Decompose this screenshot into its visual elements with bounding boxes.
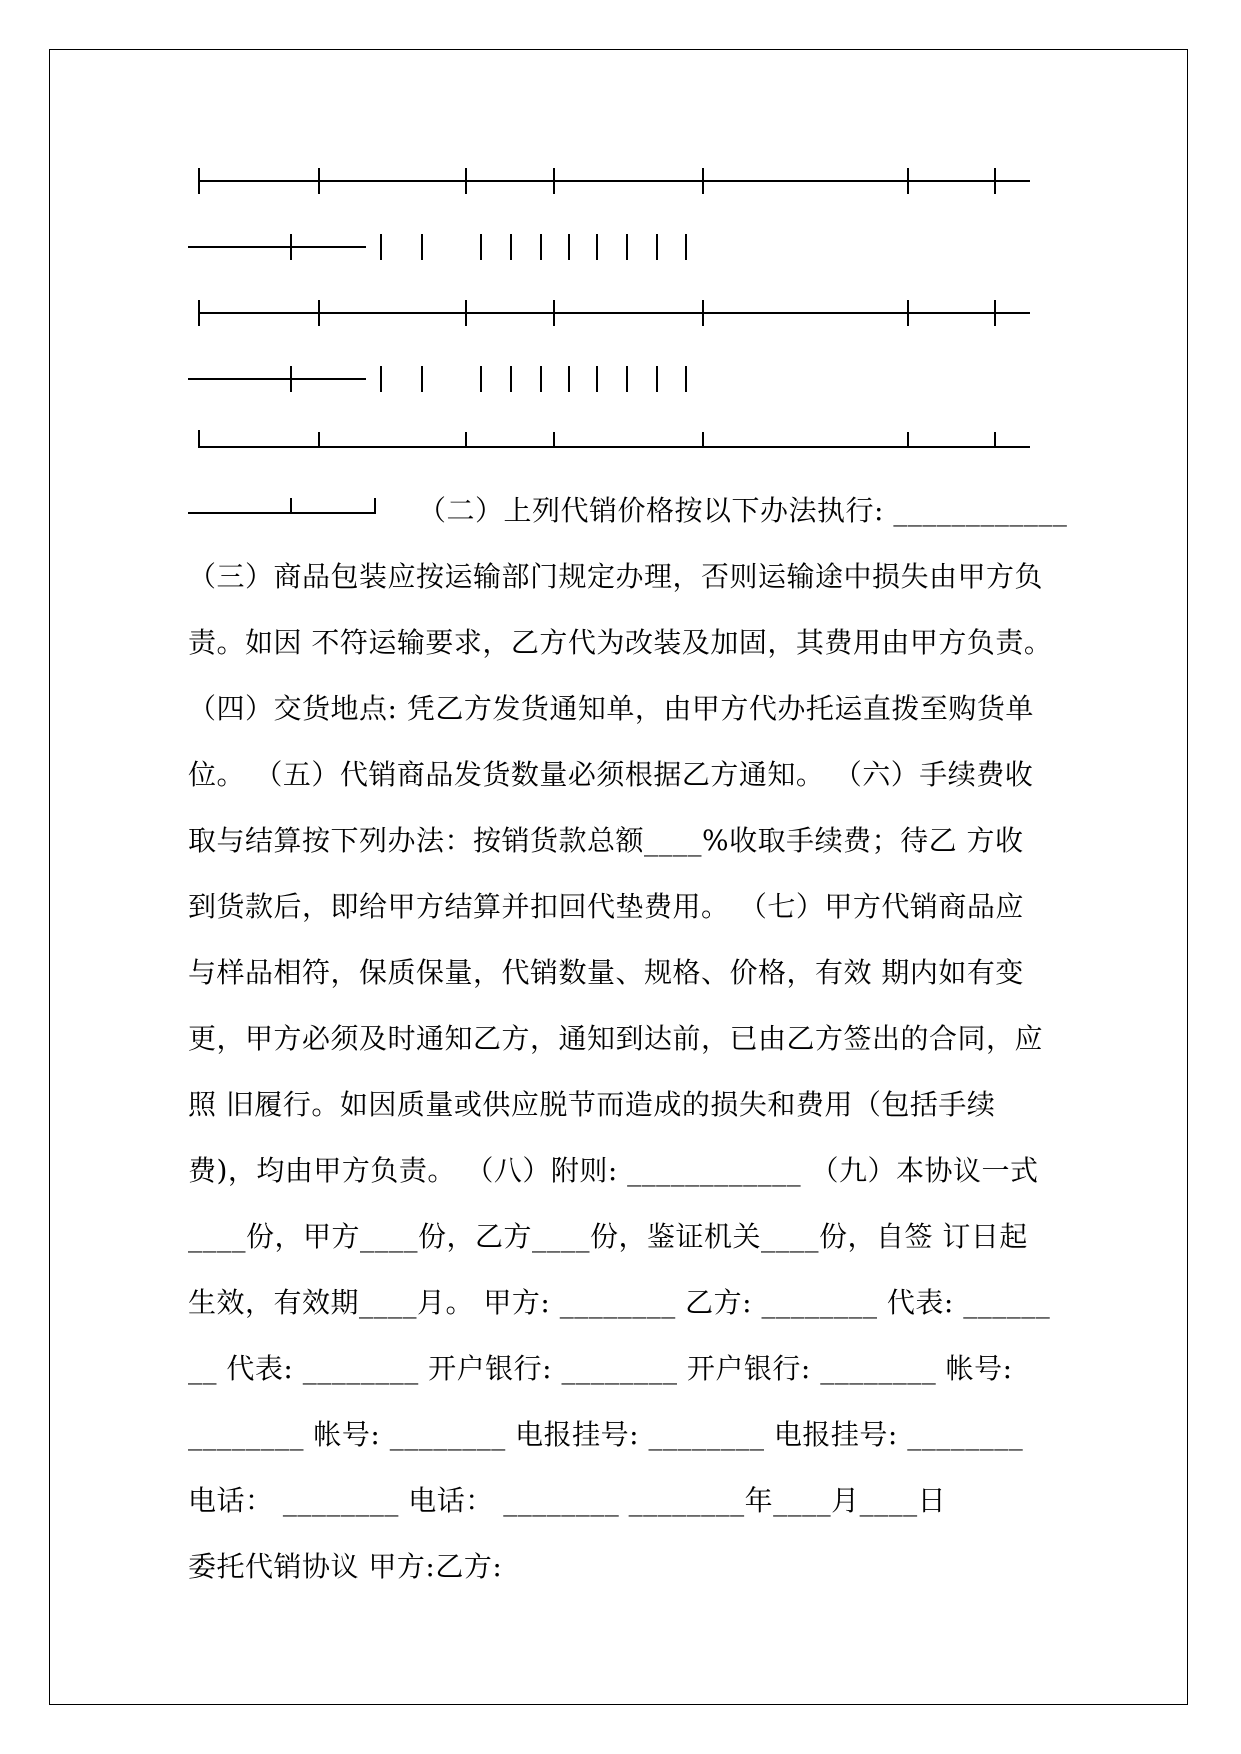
text-line-11: 费)，均由甲方负责。 （八）附则: ____________ （九）本协议一式 bbox=[188, 1154, 1039, 1187]
text-line-2: （三）商品包装应按运输部门规定办理，否则运输途中损失由甲方负 bbox=[188, 560, 1044, 593]
text-line-13: 生效，有效期____月。 甲方: ________ 乙方: ________ 代表: ______ bbox=[188, 1286, 1051, 1319]
text-line-4: （四）交货地点: 凭乙方发货通知单，由甲方代办托运直拨至购货单 bbox=[188, 692, 1034, 725]
text-line-1: （二）上列代销价格按以下办法执行: ____________ bbox=[418, 494, 1068, 527]
text-line-15: ________ 帐号: ________ 电报挂号: ________ 电报挂号: ________ bbox=[188, 1418, 1024, 1451]
text-line-14: __ 代表: ________ 开户银行: ________ 开户银行: ________ 帐号: bbox=[188, 1352, 1013, 1385]
text-line-17: 委托代销协议 甲方:乙方: bbox=[188, 1550, 503, 1583]
text-line-7: 到货款后，即给甲方结算并扣回代垫费用。 （七）甲方代销商品应 bbox=[188, 890, 1024, 923]
text-line-9: 更，甲方必须及时通知乙方，通知到达前，已由乙方签出的合同，应 bbox=[188, 1022, 1044, 1055]
text-line-5: 位。 （五）代销商品发货数量必须根据乙方通知。 （六）手续费收 bbox=[188, 758, 1034, 791]
page-border bbox=[49, 49, 1188, 1705]
text-line-16: 电话： ________ 电话： ________ ________年____月____日 bbox=[188, 1484, 947, 1517]
text-line-10: 照 旧履行。如因质量或供应脱节而造成的损失和费用（包括手续 bbox=[188, 1088, 996, 1121]
text-line-3: 责。如因 不符运输要求，乙方代为改装及加固，其费用由甲方负责。 bbox=[188, 626, 1053, 659]
text-line-6: 取与结算按下列办法：按销货款总额____%收取手续费；待乙 方收 bbox=[188, 824, 1024, 857]
text-line-12: ____份，甲方____份，乙方____份，鉴证机关____份，自签 订日起 bbox=[188, 1220, 1028, 1253]
text-line-8: 与样品相符，保质保量，代销数量、规格、价格，有效 期内如有变 bbox=[188, 956, 1024, 989]
